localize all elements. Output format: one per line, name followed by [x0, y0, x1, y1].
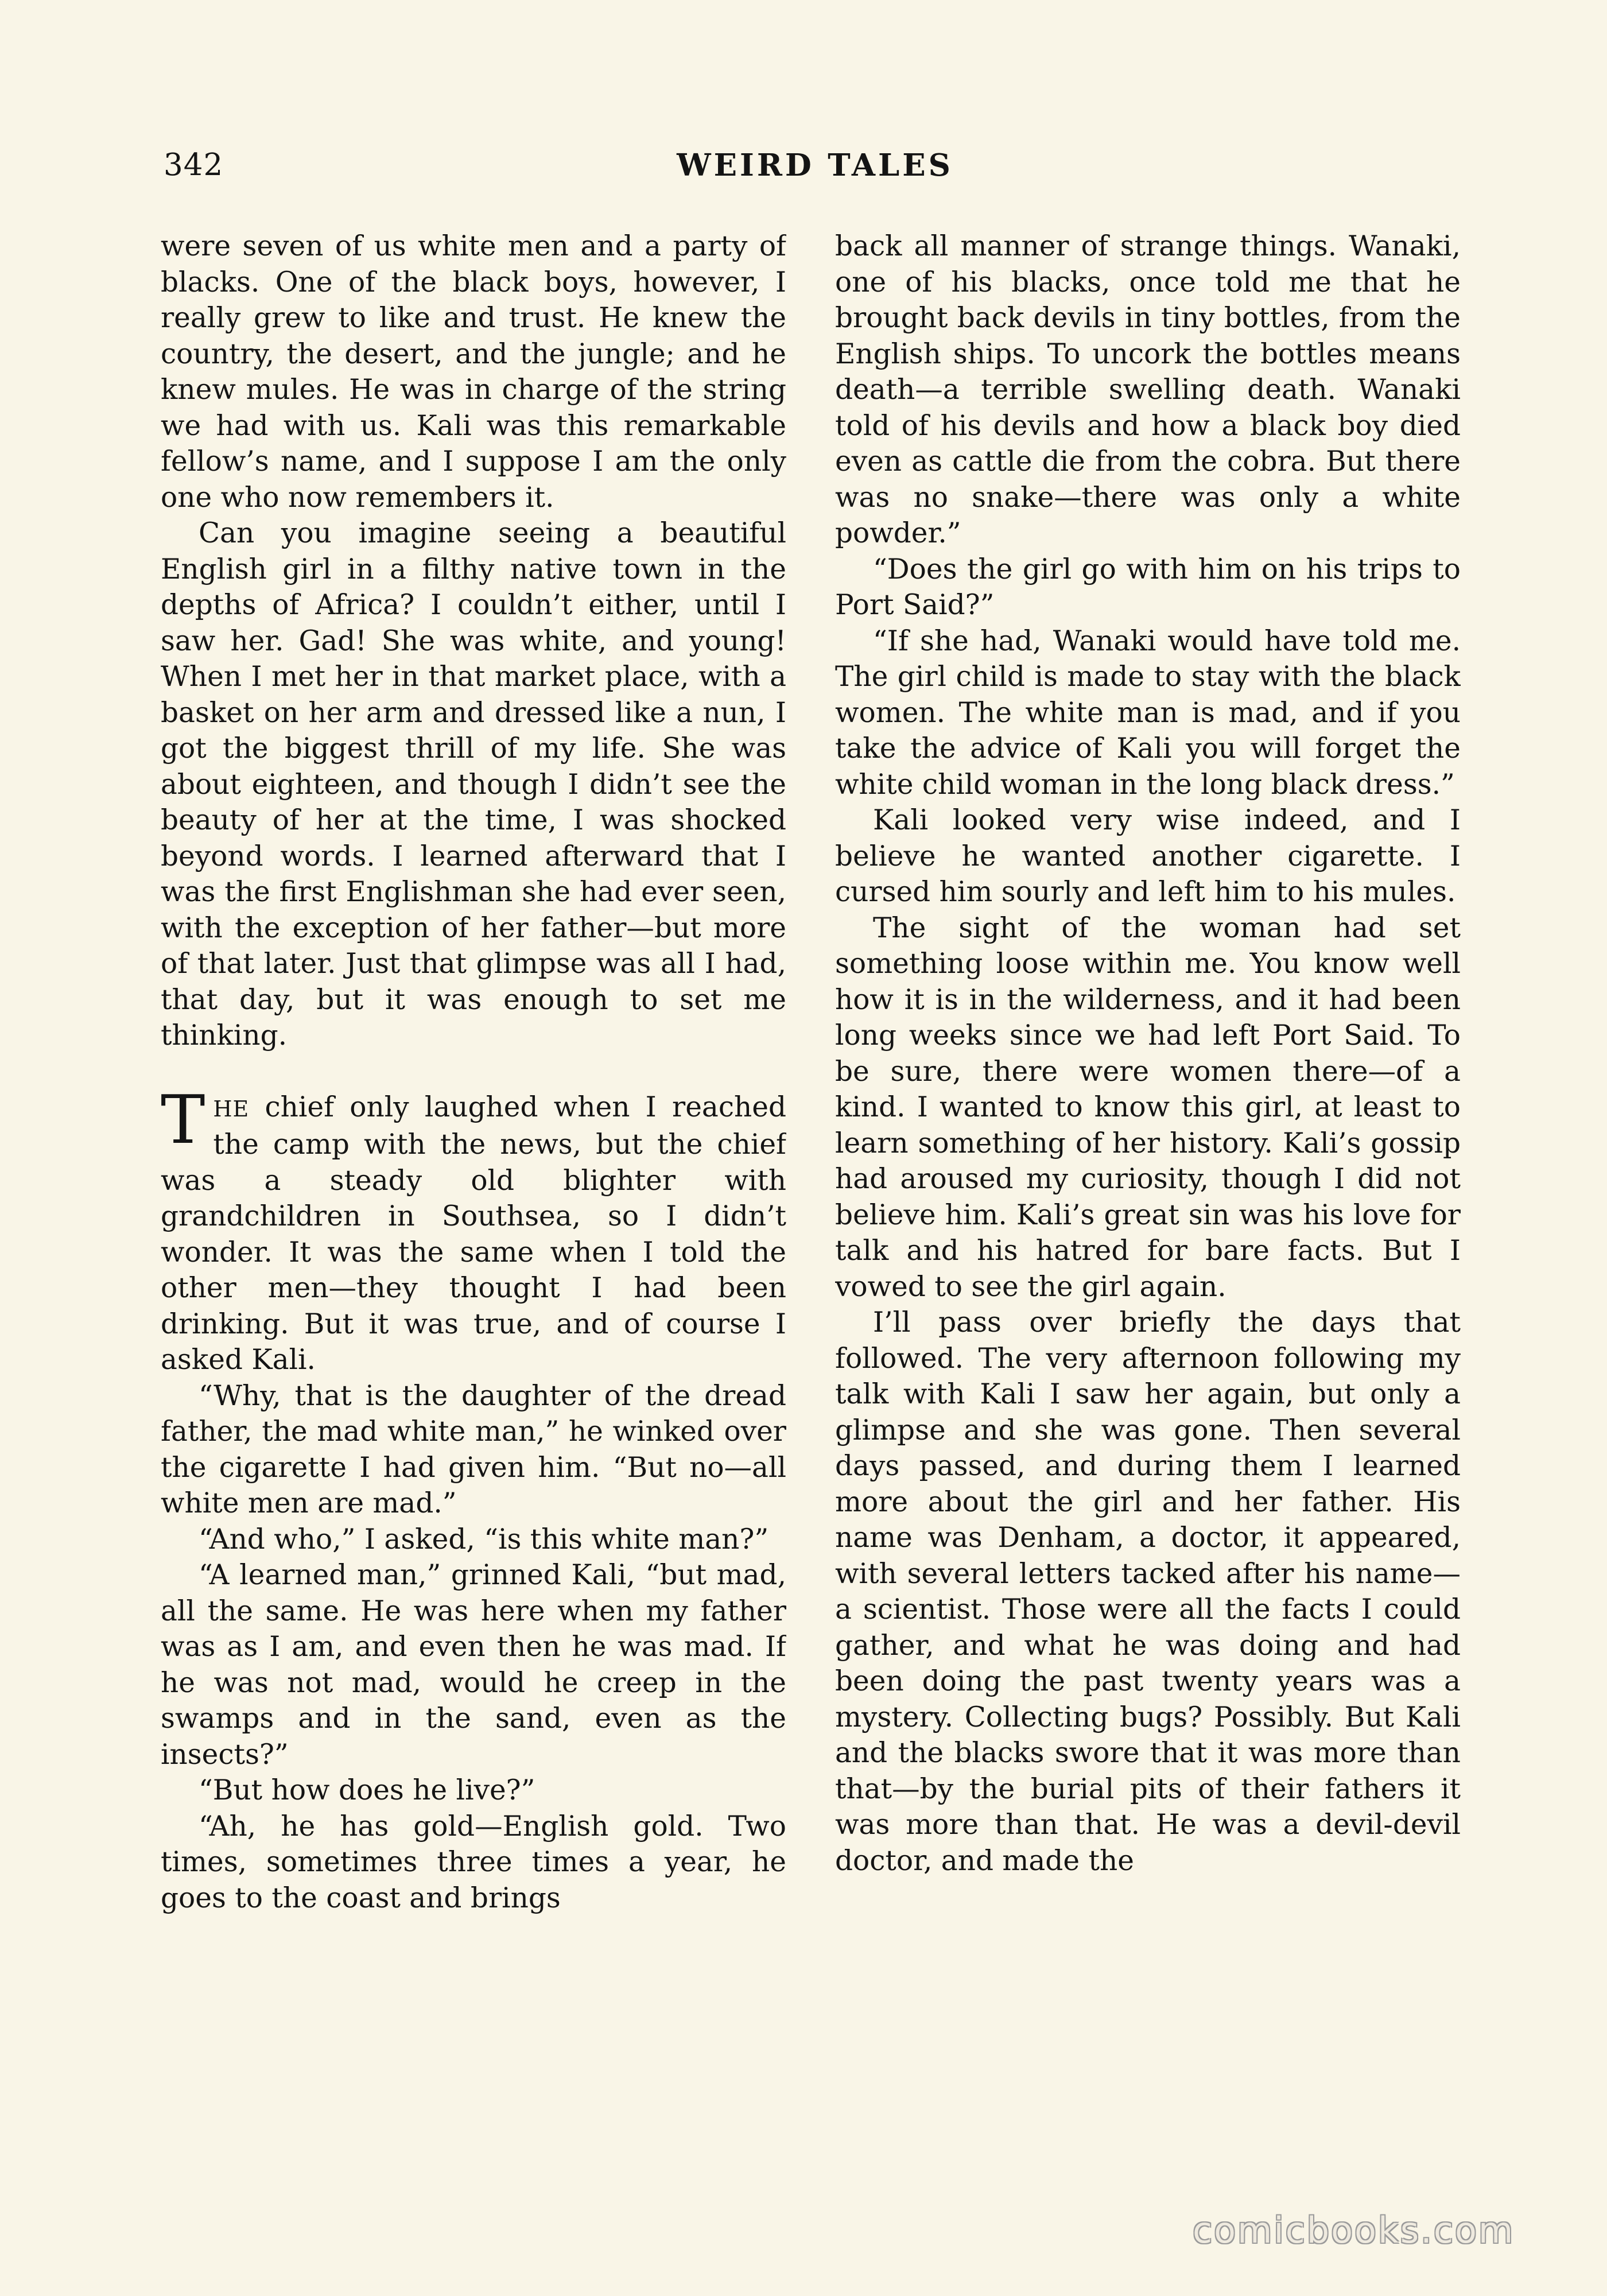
drop-cap: T — [161, 1081, 205, 1159]
section-opening-paragraph — [161, 1081, 786, 1378]
running-header — [164, 142, 1466, 188]
page-number: 342 — [164, 148, 224, 183]
paragraph-text: chief only laughed when I reached the camp with the news, but the chief was a steady old blighter with grandchildren in Southsea, so I didn’t wonder. It was the same when I told the other men—they thought I had been drinking. But it was true, and of course I asked Kali. — [161, 1091, 786, 1376]
paragraph: The sight of the woman had set something loose within me. You know well how it is in the wilderness, and it had been long weeks since we had left Port Said. To be sure, there were women there—of a kind. I wanted to know this girl, at least to learn something of her history. Kali’s gossip had aroused my curiosity, though I did not believe him. Kali’s great sin was his love for talk and his hatred for bare facts. But I vowed to see the girl again. — [835, 912, 1461, 1303]
paragraph: I’ll pass over briefly the days that followed. The very afternoon following my talk with Kali I saw her again, but only a glimpse and she was gone. Then several days passed, and during them I learned more about the girl and her father. His name was Denham, a doctor, it appeared, with several letters tacked after his name—a scientist. Those were all the facts I could gather, and what he was doing and had been doing the past twenty years was a mystery. Collecting bugs? Possibly. But Kali and the blacks swore that it was more than that—by the burial pits of their fathers it was more than that. He was a devil-devil doctor, and made the — [835, 1306, 1461, 1877]
left-column — [161, 228, 786, 2169]
watermark-logo: comicbooks.com — [1193, 2209, 1515, 2251]
right-column — [835, 228, 1461, 2169]
paragraph: “Why, that is the daughter of the dread father, the mad white man,” he winked over the cigarette I had given him. “But no—all white men are mad.” — [161, 1379, 786, 1519]
paragraph: “Does the girl go with him on his trips to Port Said?” — [835, 553, 1461, 621]
paragraph: “A learned man,” grinned Kali, “but mad, all the same. He was here when my father was as I am, and even then he was mad. If he was not mad, would he creep in the swamps and in the sand, even as the insects?” — [161, 1559, 786, 1771]
paragraph: “If she had, Wanaki would have told me. The girl child is made to stay with the black women. The white man is mad, and if you take the advice of Kali you will forget the white child woman in the long black dress.” — [835, 625, 1461, 801]
paragraph: were seven of us white men and a party of blacks. One of the black boys, however, I really grew to like and trust. He knew the country, the desert, and the jungle; and he knew mules. He was in charge of the string we had with us. Kali was this remarkable fellow’s name, and I suppose I am the only one who now remembers it. — [161, 230, 786, 514]
paragraph: Kali looked very wise indeed, and I believe he wanted another cigarette. I cursed him sourly and left him to his mules. — [835, 804, 1461, 908]
paragraph: back all manner of strange things. Wanaki, one of his blacks, once told me that he brought back devils in tiny bottles, from the English ships. To uncork the bottles means death—a terrible swelling death. Wanaki told of his devils and how a black boy died even as cattle die from the cobra. But there was no snake—there was only a white powder.” — [835, 230, 1461, 549]
running-title: WEIRD TALES — [677, 148, 953, 183]
small-caps-lead: HE — [213, 1096, 250, 1122]
paragraph: “But how does he live?” — [199, 1774, 535, 1806]
paragraph: Can you imagine seeing a beautiful English girl in a filthy native town in the depths of Africa? I couldn’t either, until I saw her. Gad! She was white, and young! When I met her in that market place, with a basket on her arm and dressed like a nun, I got the biggest thrill of my life. She was about eighteen, and though I didn’t see the beauty of her at the time, I was shocked beyond words. I learned afterward that I was the first Englishman she had ever seen, with the exception of her father—but more of that later. Just that glimpse was all I had, that day, but it was enough to set me thinking. — [161, 517, 786, 1052]
paragraph: “And who,” I asked, “is this white man?” — [199, 1523, 769, 1556]
paragraph: “Ah, he has gold—English gold. Two times, sometimes three times a year, he goes to the coast and brings — [161, 1810, 786, 1914]
